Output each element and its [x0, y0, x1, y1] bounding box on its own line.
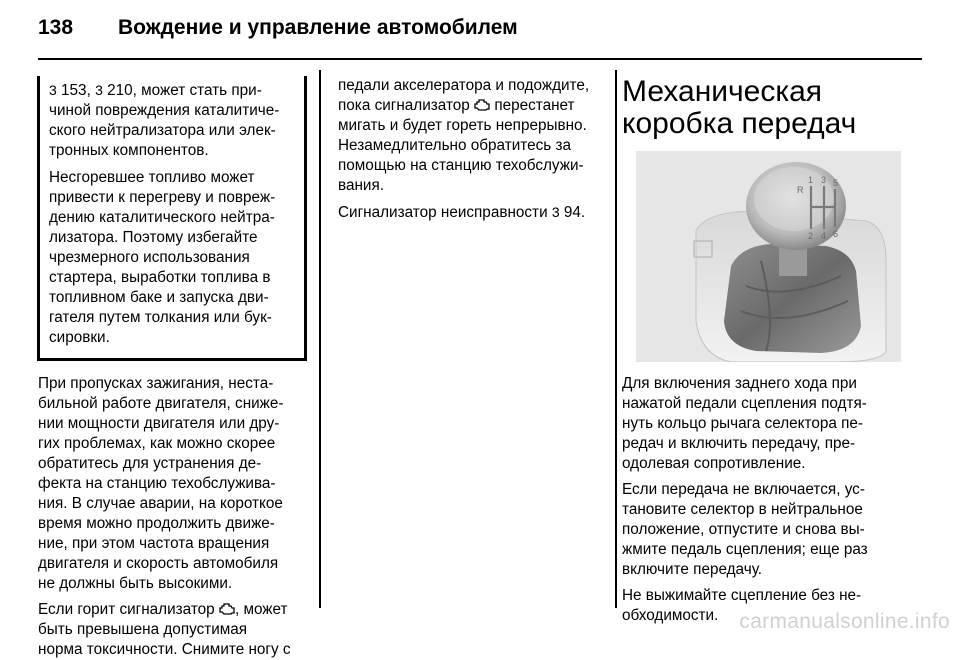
misfire-paragraph: [38, 374, 306, 594]
warning-line: гателя путем толкания или бук-: [49, 309, 272, 326]
text-line: одолевая сопротивление.: [622, 455, 806, 472]
gear-shift-figure: [636, 151, 901, 362]
column-2: [338, 76, 610, 223]
text-line: помощью на станцию техобслужи-: [338, 157, 584, 174]
chapter-title: Вождение и управление автомобилем: [118, 16, 518, 39]
text-line: перестанет: [494, 97, 575, 114]
text-line: , может: [234, 601, 288, 618]
text-line: вания.: [338, 177, 384, 194]
fault-indicator-paragraph: [338, 202, 610, 223]
engine-warning-icon: [219, 602, 235, 616]
text-line: ние, при этом частота вращения: [38, 535, 270, 552]
page-ref-arrow-icon: 3: [551, 204, 560, 220]
knob-label-4: 4: [821, 231, 827, 241]
page-ref-arrow-icon: 3: [49, 82, 57, 98]
knob-label-reverse: R: [797, 185, 804, 195]
column-divider-2: [615, 70, 617, 608]
text-line: пока сигнализатор: [338, 97, 470, 114]
warning-line: чрезмерного использования: [49, 249, 250, 266]
text-line: Незамедлительно обратитесь за: [338, 137, 571, 154]
knob-label-5: 5: [833, 178, 839, 188]
text-line: бильной работе двигателя, сниже-: [38, 395, 284, 412]
text-line: педали акселератора и подождите,: [338, 77, 590, 94]
text-line: обходимости.: [622, 607, 719, 624]
text-line: обратитесь для устранения де-: [38, 455, 262, 472]
warning-line: чиной повреждения каталитиче-: [49, 102, 280, 119]
warning-line: лизатора. Поэтому избегайте: [49, 229, 258, 246]
page-number: 138: [38, 16, 74, 39]
warning-line: стартера, выработки топлива в: [49, 269, 271, 286]
section-title: Механическая коробка передач: [622, 75, 857, 140]
column-3: [622, 76, 904, 140]
page-ref-arrow-icon: 3: [95, 82, 103, 98]
text-line: нажатой педали сцепления подтя-: [622, 395, 867, 412]
text-line: Если горит сигнализатор: [38, 601, 215, 618]
text-line: норма токсичности. Снимите ногу с: [38, 641, 291, 658]
text-line: жмите педаль сцепления; еще раз: [622, 541, 868, 558]
header-rule: [38, 58, 922, 60]
text-line: гих проблемах, как можно скорее: [38, 435, 276, 452]
warning-line: ского нейтрализатора или элек-: [49, 122, 276, 139]
warning-line: сировки.: [49, 329, 110, 346]
column-1: [38, 76, 306, 660]
warning-line: дению каталитического нейтра-: [49, 209, 275, 226]
warning-paragraph-2: [49, 168, 294, 348]
text-line: Для включения заднего хода при: [622, 375, 857, 392]
knob-label-2: 2: [808, 231, 814, 241]
engine-warning-icon: [474, 98, 490, 112]
warning-paragraph-1: [49, 80, 294, 161]
text-line: не должны быть высокими.: [38, 575, 233, 592]
text-line: двигателя и скорость автомобиля: [38, 555, 279, 572]
text-line: При пропусках зажигания, неста-: [38, 375, 274, 392]
warning-ref-1: 153,: [61, 82, 91, 99]
knob-label-1: 1: [808, 175, 814, 185]
text-line: положение, отпустите и снова вы-: [622, 521, 865, 538]
text-line: быть превышена допустимая: [38, 621, 248, 638]
text-line: Сигнализатор неисправности: [338, 204, 548, 221]
text-line: нуть кольцо рычага селектора пе-: [622, 415, 864, 432]
text-line: время можно продолжить движе-: [38, 515, 275, 532]
warning-box: [37, 76, 307, 361]
text-line: включите передачу.: [622, 561, 763, 578]
text-line: ния. В случае аварии, на короткое: [38, 495, 283, 512]
reverse-gear-paragraph: [622, 374, 904, 474]
warning-line: Несгоревшее топливо может: [49, 169, 255, 186]
continuation-paragraph: [338, 76, 610, 196]
watermark: carmanualsonline.info: [739, 610, 950, 633]
knob-label-6: 6: [833, 229, 839, 239]
page-header: [38, 4, 923, 58]
gear-knob-illustration: [636, 151, 901, 362]
warning-ref-2: 210, может стать при-: [107, 82, 262, 99]
page-reference: 94.: [563, 204, 586, 221]
warning-line: привести к перегреву и повреж-: [49, 189, 276, 206]
text-line: Не выжимайте сцепление без не-: [622, 587, 862, 604]
indicator-paragraph: [38, 600, 306, 660]
text-line: нии мощности двигателя или дру-: [38, 415, 280, 432]
text-line: мигать и будет гореть непрерывно.: [338, 117, 587, 134]
text-line: тановите селектор в нейтральное: [622, 501, 863, 518]
column-3-text: [622, 374, 904, 626]
knob-label-3: 3: [821, 175, 827, 185]
warning-line: тронных компонентов.: [49, 142, 209, 159]
column-divider-1: [319, 70, 321, 608]
text-line: фекта на станцию техобслужива-: [38, 475, 276, 492]
gear-not-engaging-paragraph: [622, 480, 904, 580]
warning-line: топливном баке и запуска дви-: [49, 289, 269, 306]
text-line: редач и включить передачу, пре-: [622, 435, 856, 452]
text-line: Если передача не включается, ус-: [622, 481, 865, 498]
